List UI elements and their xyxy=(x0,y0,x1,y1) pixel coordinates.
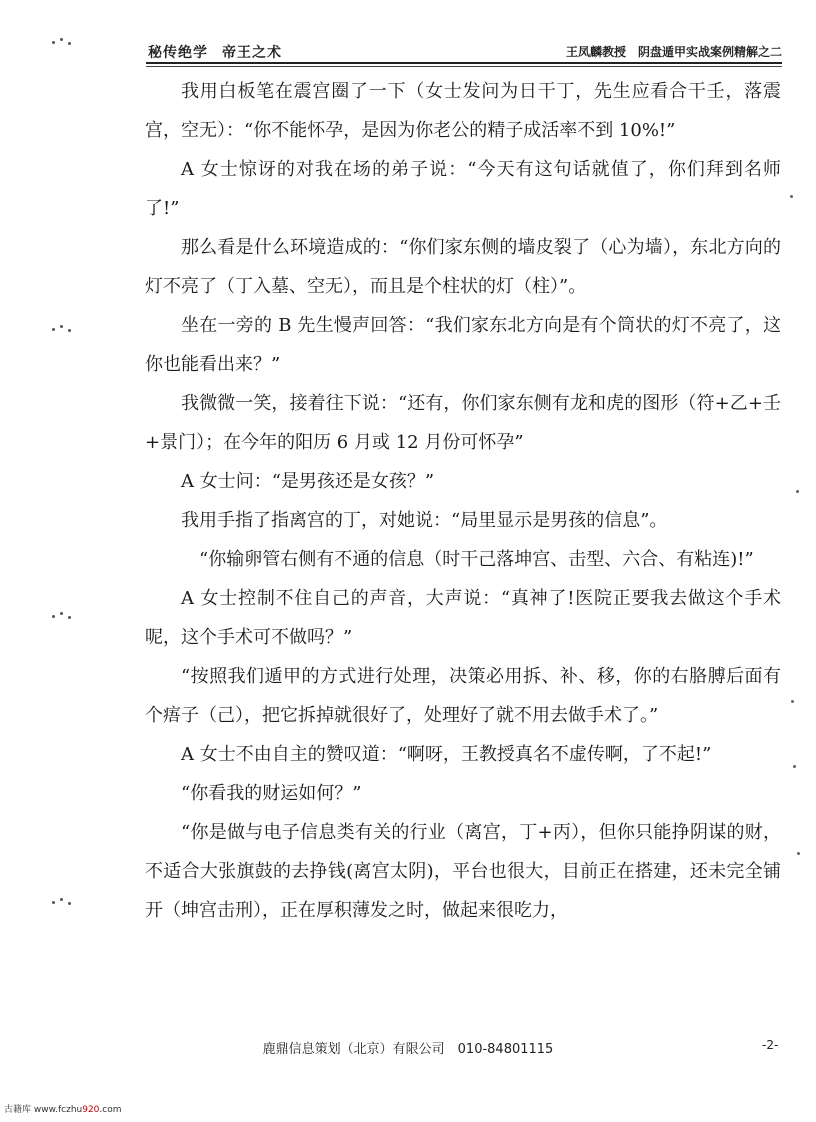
paragraph: 我微微一笑，接着往下说：“还有，你们家东侧有龙和虎的图形（符+乙+壬+景门）；在今年的阳历 6 月或 12 月份可怀孕” xyxy=(145,393,781,453)
scan-speck xyxy=(790,195,793,198)
header-book-title: 王凤麟教授 阴盘遁甲实战案例精解之二 xyxy=(565,45,782,59)
scan-speck xyxy=(797,852,800,855)
scan-speck xyxy=(793,765,796,768)
paragraph: A 女士问：“是男孩还是女孩？” xyxy=(181,471,435,492)
header-series-title xyxy=(148,42,296,62)
paragraph: A 女士惊讶的对我在场的弟子说：“今天有这句话就值了，你们拜到名师了!” xyxy=(145,159,781,219)
paragraph: “你是做与电子信息类有关的行业（离宫，丁+丙），但你只能挣阴谋的财，不适合大张旗鼓的去挣钱(离宫太阴)，平台也很大，目前正在搭建，还未完全铺开（坤宫击刑），正在厚积薄发之时，做起来很吃力， xyxy=(145,822,781,921)
scan-speck xyxy=(796,490,799,493)
binder-hole-mark xyxy=(52,38,74,48)
header-left-title-1: 秘传绝学 xyxy=(148,45,208,61)
header-left-title-2: 帝王之术 xyxy=(222,45,282,61)
paragraph: 坐在一旁的 B 先生慢声回答：“我们家东北方向是有个筒状的灯不亮了，这你也能看出来？” xyxy=(145,315,781,375)
scan-speck xyxy=(791,700,794,703)
watermark-prefix: 古籍库 www.fczhu xyxy=(4,1105,83,1115)
footer-company: 鹿鼎信息策划（北京）有限公司 010-84801115 xyxy=(262,1042,554,1057)
watermark-number: 920 xyxy=(82,1105,100,1115)
paragraph: 我用手指了指离宫的丁，对她说：“局里显示是男孩的信息”。 xyxy=(181,510,668,531)
paragraph: “按照我们遁甲的方式进行处理，决策必用拆、补、移，你的右胳膊后面有个痦子（己），把它拆掉就很好了，处理好了就不用去做手术了。” xyxy=(145,666,781,726)
paragraph: A 女士控制不住自己的声音，大声说：“真神了!医院正要我去做这个手术呢，这个手术可不做吗？” xyxy=(145,588,781,648)
paragraph: “你输卵管右侧有不通的信息（时干己落坤宫、击型、六合、有粘连)!” xyxy=(199,549,754,570)
binder-hole-mark xyxy=(52,612,74,622)
source-watermark xyxy=(4,1102,122,1115)
header-rule-thin xyxy=(146,66,782,67)
binder-hole-mark xyxy=(52,898,74,908)
body-text xyxy=(145,72,781,930)
running-header xyxy=(146,40,782,66)
paragraph: “你看我的财运如何？” xyxy=(181,783,362,804)
header-rule xyxy=(146,62,782,64)
binder-hole-mark xyxy=(52,325,74,335)
watermark-suffix: .com xyxy=(99,1105,122,1115)
paragraph: 我用白板笔在震宫圈了一下（女士发问为日干丁，先生应看合干壬，落震宫，空无）：“你不能怀孕，是因为你老公的精子成活率不到 10%!” xyxy=(145,81,781,141)
paragraph: 那么看是什么环境造成的：“你们家东侧的墙皮裂了（心为墙），东北方向的灯不亮了（丁入墓、空无），而且是个柱状的灯（柱）”。 xyxy=(145,237,781,297)
paragraph: A 女士不由自主的赞叹道：“啊呀，王教授真名不虚传啊，了不起!” xyxy=(181,744,712,765)
page-number: -2- xyxy=(762,1038,779,1052)
